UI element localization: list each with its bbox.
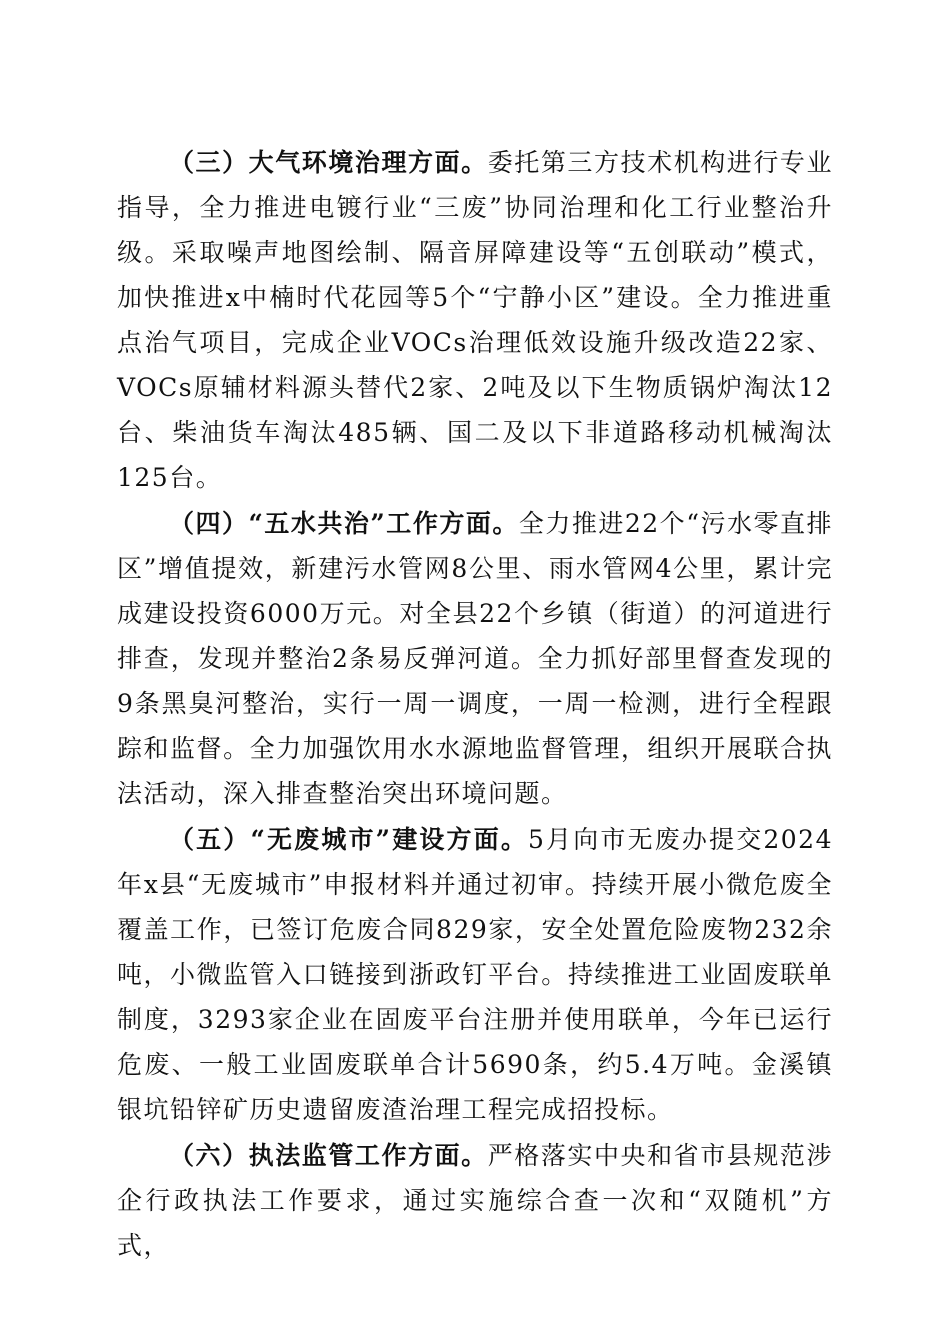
paragraph-heading: （六）执法监管工作方面。 [169, 1141, 488, 1170]
paragraph-text: 全力推进22个“污水零直排区”增值提效，新建污水管网8公里、雨水管网4公里，累计完成建设投资6000万元。对全县22个乡镇（街道）的河道进行排查，发现并整治2条易反弹河道。全力抓好部里督查发现的9条黑臭河整治，实行一周一调度，一周一检测，进行全程跟踪和监督。全力加强饮用水水源地监督管理，组织开展联合执法活动，深入排查整治突出环境问题。 [117, 509, 833, 808]
paragraph-zero-waste-city [117, 817, 833, 1132]
paragraph-text: 5月向市无废办提交2024年x县“无废城市”申报材料并通过初审。持续开展小微危废全覆盖工作，已签订危废合同829家，安全处置危险废物232余吨，小微监管入口链接到浙政钉平台。持续推进工业固废联单制度，3293家企业在固废平台注册并使用联单，今年已运行危废、一般工业固废联单合计5690条，约5.4万吨。金溪镇银坑铅锌矿历史遗留废渣治理工程完成招投标。 [117, 825, 833, 1124]
paragraph-law-enforcement [117, 1133, 833, 1268]
paragraph-five-water [117, 501, 833, 816]
paragraph-text: 委托第三方技术机构进行专业指导，全力推进电镀行业“三废”协同治理和化工行业整治升级。采取噪声地图绘制、隔音屏障建设等“五创联动”模式，加快推进x中楠时代花园等5个“宁静小区”建设。全力推进重点治气项目，完成企业VOCs治理低效设施升级改造22家、VOCs原辅材料源头替代2家、2吨及以下生物质锅炉淘汰12台、柴油货车淘汰485辆、国二及以下非道路移动机械淘汰125台。 [117, 148, 833, 492]
paragraph-heading: （三）大气环境治理方面。 [169, 148, 488, 177]
paragraph-text: 严格落实中央和省市县规范涉企行政执法工作要求，通过实施综合查一次和“双随机”方式， [117, 1141, 833, 1260]
paragraph-air-environment [117, 140, 833, 500]
paragraph-heading: （四）“五水共治”工作方面。 [169, 509, 519, 538]
paragraph-heading: （五）“无废城市”建设方面。 [169, 825, 529, 854]
document-body [117, 140, 833, 1269]
